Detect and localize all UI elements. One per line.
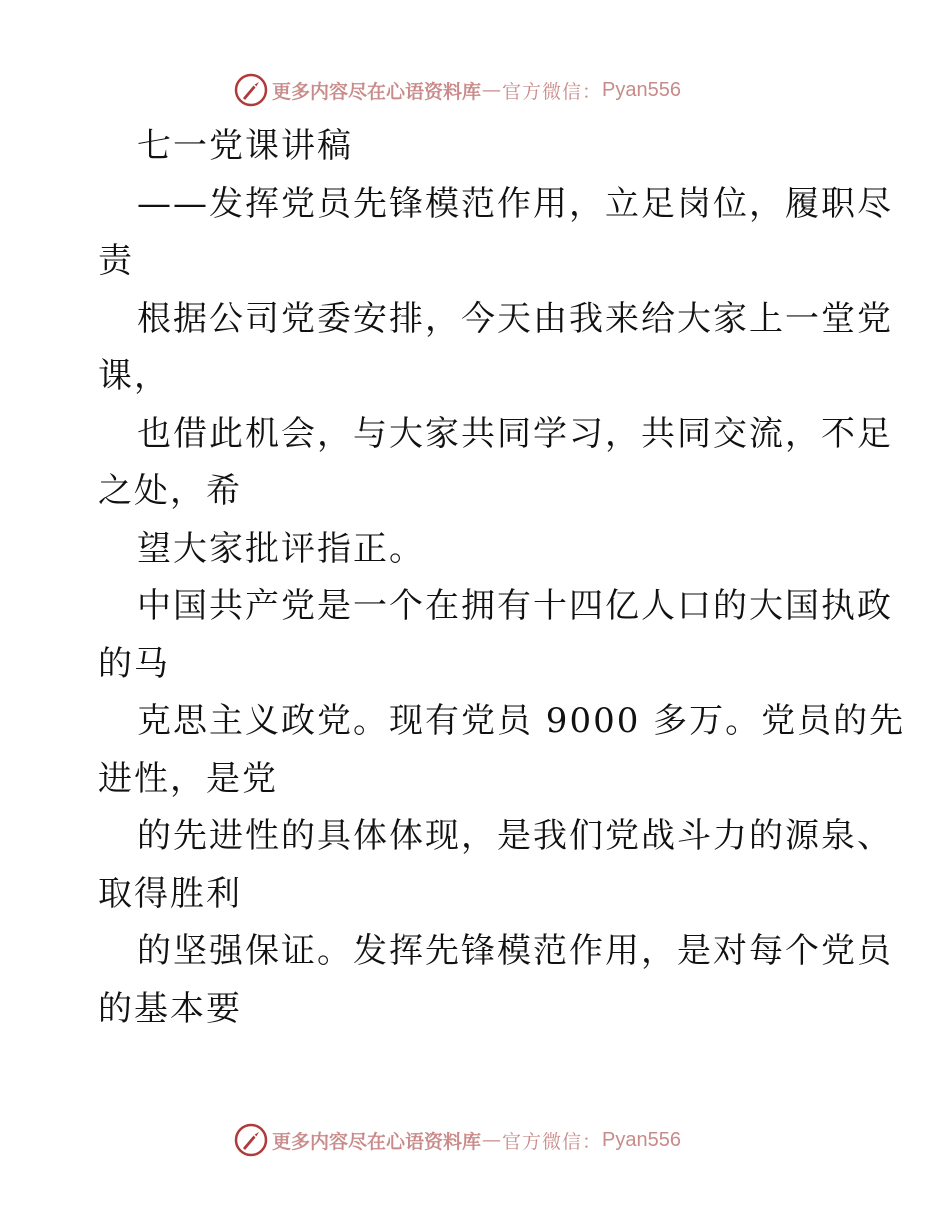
watermark-separator: — [482, 1129, 502, 1151]
text-line: 的基本要 [98, 988, 242, 1029]
header-watermark [234, 73, 681, 107]
footer-watermark [234, 1123, 681, 1157]
pen-nib-logo-icon [234, 73, 268, 107]
text-line: 克思主义政党。现有党员 9000 多万。党员的先 [137, 701, 906, 741]
watermark-account-label: 官方微信： [502, 1130, 603, 1153]
pen-nib-logo-icon [234, 1123, 268, 1157]
text-line: 根据公司党委安排，今天由我来给大家上一堂党 [137, 298, 893, 339]
watermark-account-id: Pyan556 [602, 1128, 681, 1151]
watermark-account-label: 官方微信： [502, 80, 603, 103]
text-line: 进性，是党 [98, 758, 278, 799]
text-line: 的先进性的具体体现，是我们党战斗力的源泉、 [137, 816, 893, 856]
watermark-text: 更多内容尽在心语资料库 [272, 1130, 482, 1153]
text-line: 课， [98, 356, 170, 396]
text-line: 望大家批评指正。 [137, 528, 425, 569]
watermark-separator: — [482, 79, 502, 101]
watermark-account-id: Pyan556 [602, 78, 681, 101]
text-line: 责 [98, 241, 134, 281]
document-title: 七一党课讲稿 [137, 126, 353, 166]
text-line: 也借此机会，与大家共同学习，共同交流，不足 [137, 413, 893, 454]
text-line: 的坚强保证。发挥先锋模范作用，是对每个党员 [137, 931, 893, 971]
text-line: 取得胜利 [98, 873, 242, 914]
text-line: 之处，希 [98, 471, 242, 511]
text-line: 中国共产党是一个在拥有十四亿人口的大国执政 [137, 586, 893, 626]
document-body [98, 118, 906, 1038]
watermark-text: 更多内容尽在心语资料库 [272, 80, 482, 103]
document-subtitle: ——发挥党员先锋模范作用，立足岗位，履职尽 [137, 183, 893, 224]
text-line: 的马 [98, 643, 170, 684]
